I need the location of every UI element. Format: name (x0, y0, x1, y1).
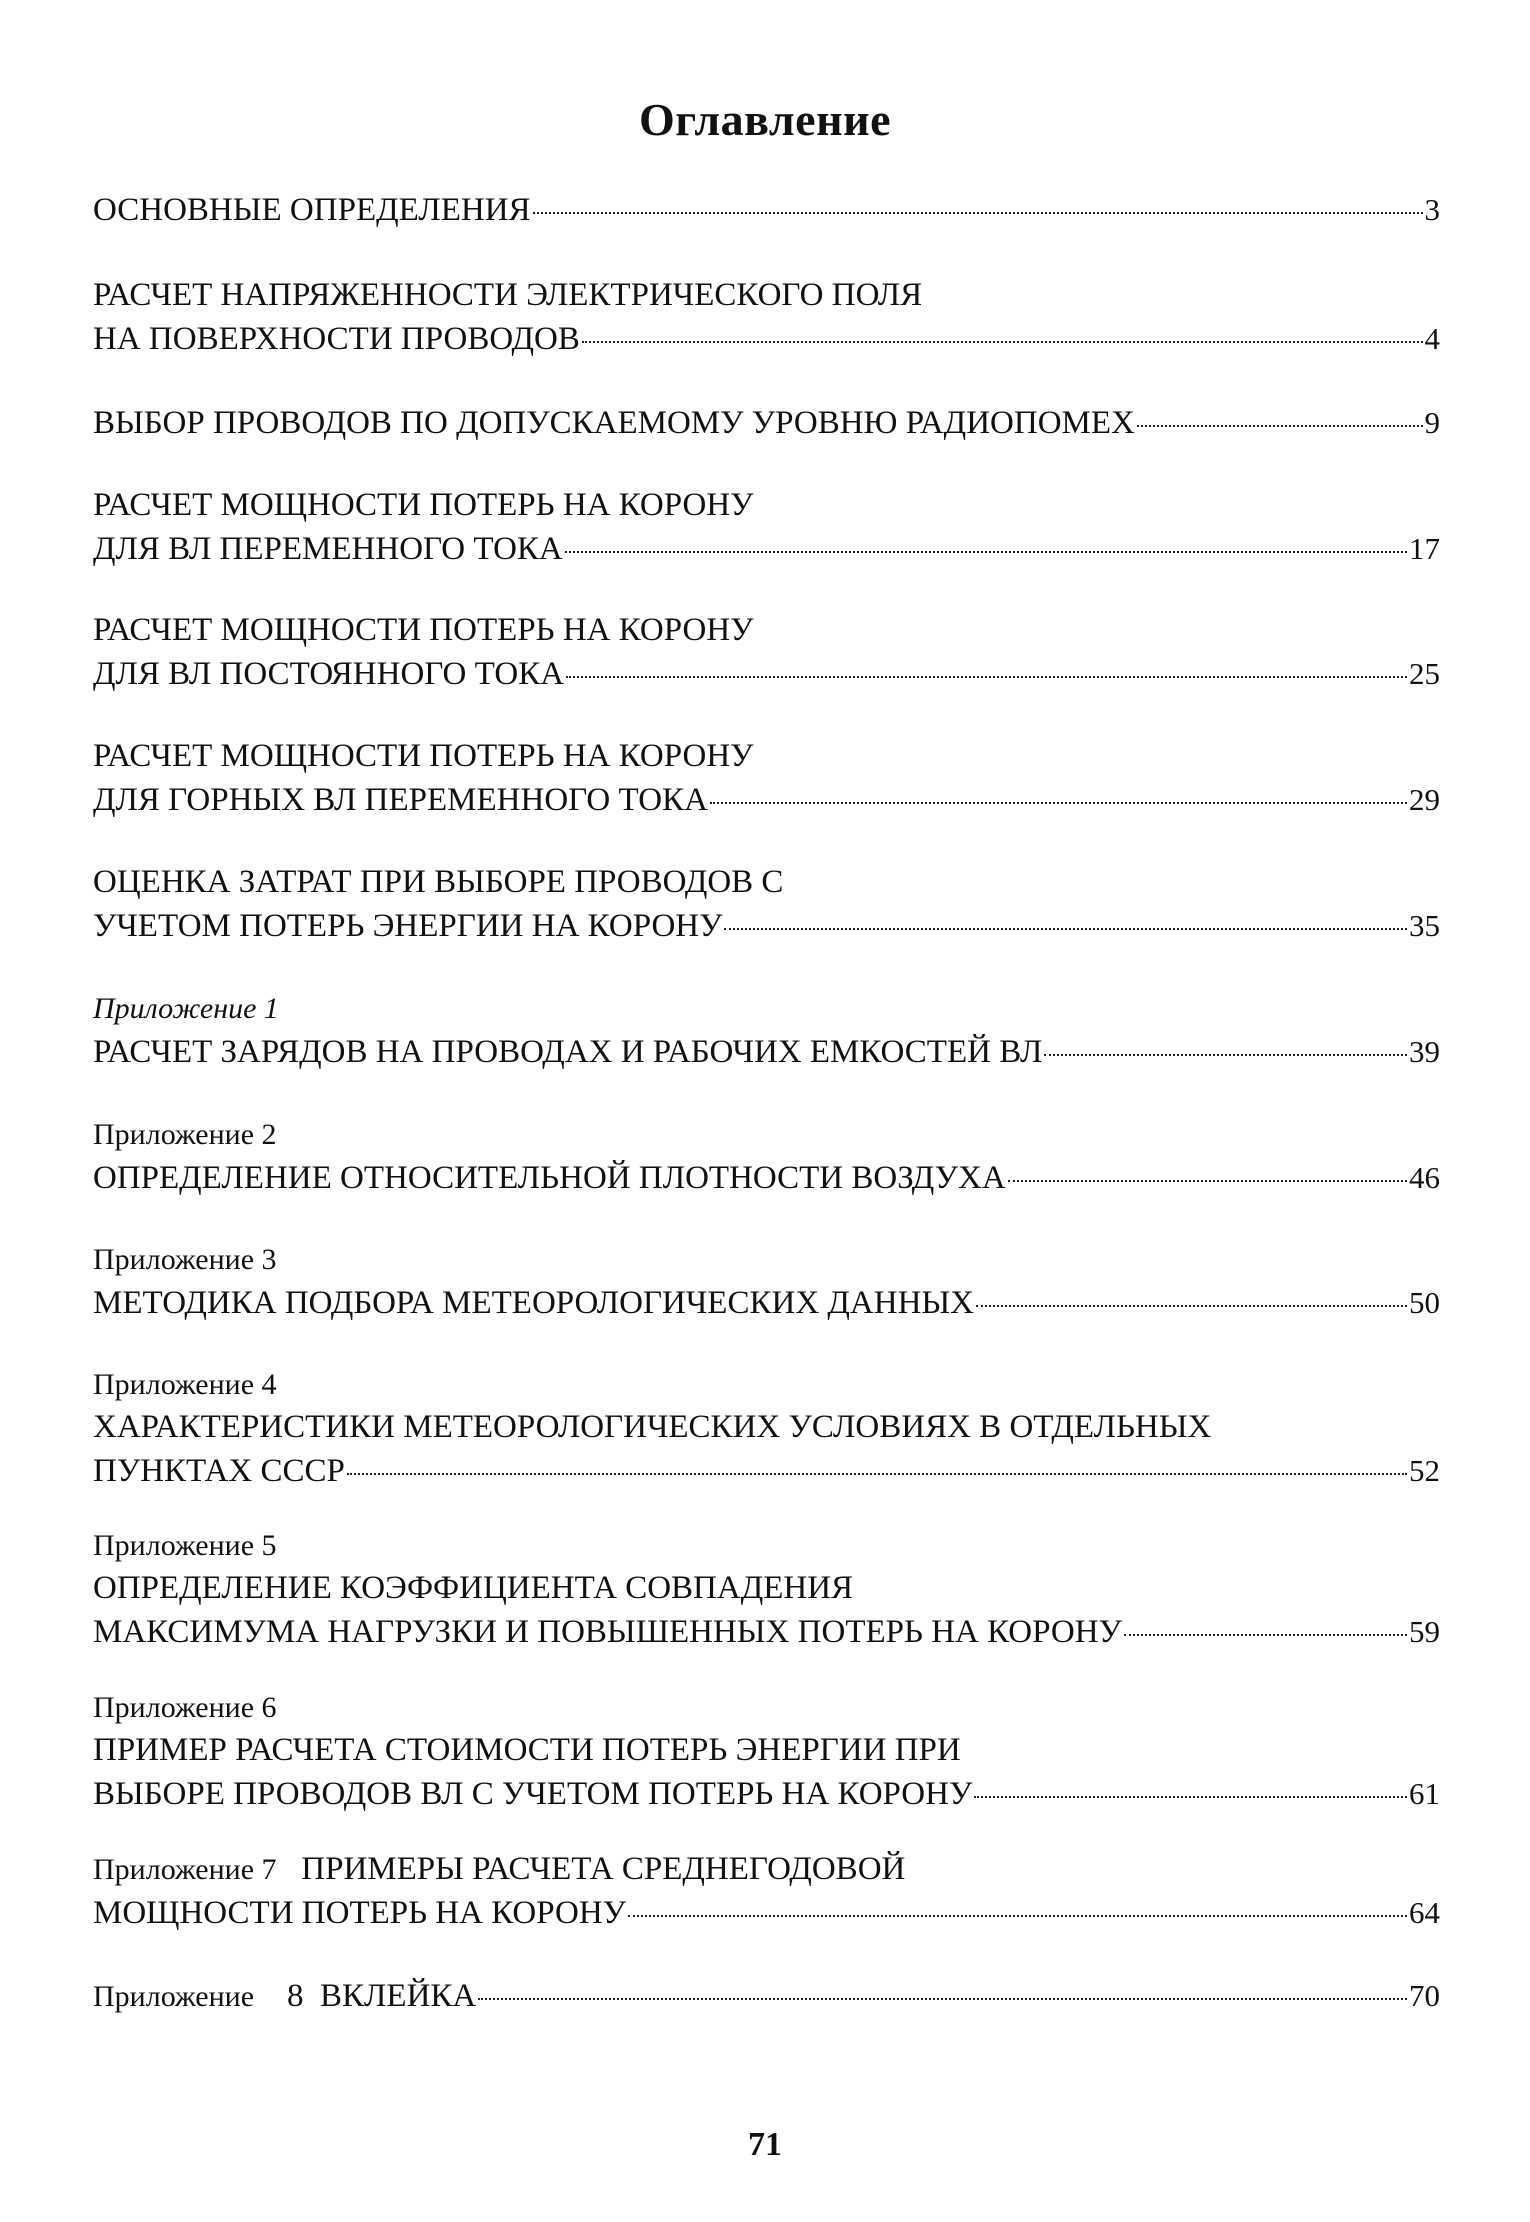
toc-entry[interactable] (93, 987, 1440, 1073)
toc-entry[interactable] (93, 1113, 1440, 1199)
toc-entry-line (93, 1891, 1440, 1934)
dot-leader (347, 1473, 1407, 1475)
toc-entry[interactable] (93, 861, 1440, 947)
dot-leader (710, 802, 1407, 804)
toc-entry-line (93, 527, 1440, 570)
toc-entry-title: ВЫБОР ПРОВОДОВ ПО ДОПУСКАЕМОМУ УРОВНЮ РАДИОПОМЕХ (93, 405, 1135, 441)
toc-entry-title: РАСЧЕТ ЗАРЯДОВ НА ПРОВОДАХ И РАБОЧИХ ЕМКОСТЕЙ ВЛ (93, 1034, 1043, 1070)
dot-leader (976, 1305, 1407, 1307)
toc-entry-title: ДЛЯ ГОРНЫХ ВЛ ПЕРЕМЕННОГО ТОКА (93, 782, 708, 818)
toc-entry[interactable] (93, 1524, 1440, 1653)
toc-page-number: 46 (1409, 1160, 1440, 1195)
toc-page-number: 25 (1409, 656, 1440, 691)
appendix-label: Приложение (93, 1980, 255, 2013)
toc-entry-line (93, 778, 1440, 821)
toc-entry[interactable] (93, 1238, 1440, 1324)
toc-entry-title: ДЛЯ ВЛ ПЕРЕМЕННОГО ТОКА (93, 531, 563, 567)
toc-page-number: 4 (1424, 321, 1440, 356)
toc-entry[interactable] (93, 484, 1440, 570)
toc-entry-title: МОЩНОСТИ ПОТЕРЬ НА КОРОНУ (93, 1895, 627, 1931)
toc-page-number: 70 (1409, 1978, 1440, 2013)
toc-entry-line (93, 1281, 1440, 1324)
toc-entry-title: ПРИМЕР РАСЧЕТА СТОИМОСТИ ПОТЕРЬ ЭНЕРГИИ ПРИ (93, 1732, 961, 1768)
dot-leader (478, 1998, 1407, 2000)
toc-entry-title: ПУНКТАХ СССР (93, 1453, 345, 1489)
toc-entry-title: ДЛЯ ВЛ ПОСТОЯННОГО ТОКА (93, 656, 565, 692)
toc-page-number: 39 (1409, 1034, 1440, 1069)
toc-entry-title: ОЦЕНКА ЗАТРАТ ПРИ ВЫБОРЕ ПРОВОДОВ С (93, 864, 784, 900)
toc-page-number: 64 (1409, 1895, 1440, 1930)
toc-entry-line (93, 1449, 1440, 1492)
appendix-label: Приложение 5 (93, 1529, 277, 1562)
toc-entry-line (93, 401, 1440, 444)
toc-page-number: 9 (1424, 405, 1440, 440)
toc-entry-title: МАКСИМУМА НАГРУЗКИ И ПОВЫШЕННЫХ ПОТЕРЬ НА КОРОНУ (93, 1614, 1122, 1650)
toc-entry-title: РАСЧЕТ НАПРЯЖЕННОСТИ ЭЛЕКТРИЧЕСКОГО ПОЛЯ (93, 277, 923, 313)
toc-entry-line (93, 904, 1440, 947)
toc-entry-line (93, 188, 1440, 231)
appendix-label: Приложение 1 (93, 992, 279, 1025)
toc-entry-line (93, 1156, 1440, 1199)
toc-entry-title: ОСНОВНЫЕ ОПРЕДЕЛЕНИЯ (93, 192, 531, 228)
dot-leader (974, 1796, 1407, 1798)
appendix-label: Приложение 4 (93, 1368, 277, 1401)
toc-entry[interactable] (93, 735, 1440, 821)
toc-entry-title: ОПРЕДЕЛЕНИЕ ОТНОСИТЕЛЬНОЙ ПЛОТНОСТИ ВОЗДУХА (93, 1160, 1006, 1196)
toc-entry-title: 8 ВКЛЕЙКА (254, 1978, 477, 2014)
toc-entry-line (93, 317, 1440, 360)
dot-leader (724, 928, 1407, 930)
toc-entry-title-line (93, 1848, 1440, 1891)
toc-entry-line (93, 1772, 1440, 1815)
toc-entry[interactable] (93, 274, 1440, 360)
dot-leader (566, 676, 1407, 678)
dot-leader (1137, 425, 1423, 427)
toc-entry-line (93, 1030, 1440, 1073)
appendix-label: Приложение 7 (93, 1853, 277, 1886)
toc-entry[interactable] (93, 1363, 1440, 1492)
appendix-label: Приложение 6 (93, 1691, 277, 1724)
toc-entry-title: МЕТОДИКА ПОДБОРА МЕТЕОРОЛОГИЧЕСКИХ ДАННЫХ (93, 1285, 975, 1321)
toc-entry-title: РАСЧЕТ МОЩНОСТИ ПОТЕРЬ НА КОРОНУ (93, 487, 754, 523)
toc-entry-title: УЧЕТОМ ПОТЕРЬ ЭНЕРГИИ НА КОРОНУ (93, 908, 723, 944)
toc-page-number: 29 (1409, 782, 1440, 817)
dot-leader (533, 212, 1423, 214)
toc-page-number: 17 (1409, 531, 1440, 566)
toc-entry[interactable] (93, 401, 1440, 444)
toc-entry[interactable] (93, 188, 1440, 231)
toc-page-number: 35 (1409, 908, 1440, 943)
toc-entry[interactable] (93, 1686, 1440, 1815)
toc-entry-title: ВЫБОРЕ ПРОВОДОВ ВЛ С УЧЕТОМ ПОТЕРЬ НА КОРОНУ (93, 1776, 973, 1812)
dot-leader (1124, 1634, 1407, 1636)
dot-leader (1008, 1180, 1407, 1182)
dot-leader (582, 341, 1423, 343)
page-title: Оглавление (638, 94, 892, 145)
toc-entry-line (93, 652, 1440, 695)
toc-entry-title: РАСЧЕТ МОЩНОСТИ ПОТЕРЬ НА КОРОНУ (93, 738, 754, 774)
toc-page-number: 50 (1409, 1285, 1440, 1320)
toc-entry[interactable] (93, 1848, 1440, 1934)
toc-entry-title: НА ПОВЕРХНОСТИ ПРОВОДОВ (93, 321, 580, 357)
toc-entry-title: РАСЧЕТ МОЩНОСТИ ПОТЕРЬ НА КОРОНУ (93, 612, 754, 648)
toc-entry-line (93, 1974, 1440, 2017)
toc-entry-title: ПРИМЕРЫ РАСЧЕТА СРЕДНЕГОДОВОЙ (276, 1851, 906, 1887)
toc-entry-title: ОПРЕДЕЛЕНИЕ КОЭФФИЦИЕНТА СОВПАДЕНИЯ (93, 1570, 854, 1606)
toc-entry[interactable] (93, 1974, 1440, 2017)
toc-page-number: 59 (1409, 1614, 1440, 1649)
appendix-label: Приложение 2 (93, 1118, 277, 1151)
dot-leader (628, 1915, 1407, 1917)
toc-page-number: 61 (1409, 1776, 1440, 1811)
toc-page-number: 3 (1424, 192, 1440, 227)
dot-leader (1044, 1054, 1407, 1056)
dot-leader (565, 551, 1407, 553)
toc-entry-title: ХАРАКТЕРИСТИКИ МЕТЕОРОЛОГИЧЕСКИХ УСЛОВИЯХ В ОТДЕЛЬНЫХ (93, 1409, 1212, 1445)
appendix-label: Приложение 3 (93, 1243, 277, 1276)
toc-page-number: 52 (1409, 1453, 1440, 1488)
page-number: 71 (748, 2126, 782, 2163)
toc-entry[interactable] (93, 609, 1440, 695)
toc-entry-line (93, 1610, 1440, 1653)
